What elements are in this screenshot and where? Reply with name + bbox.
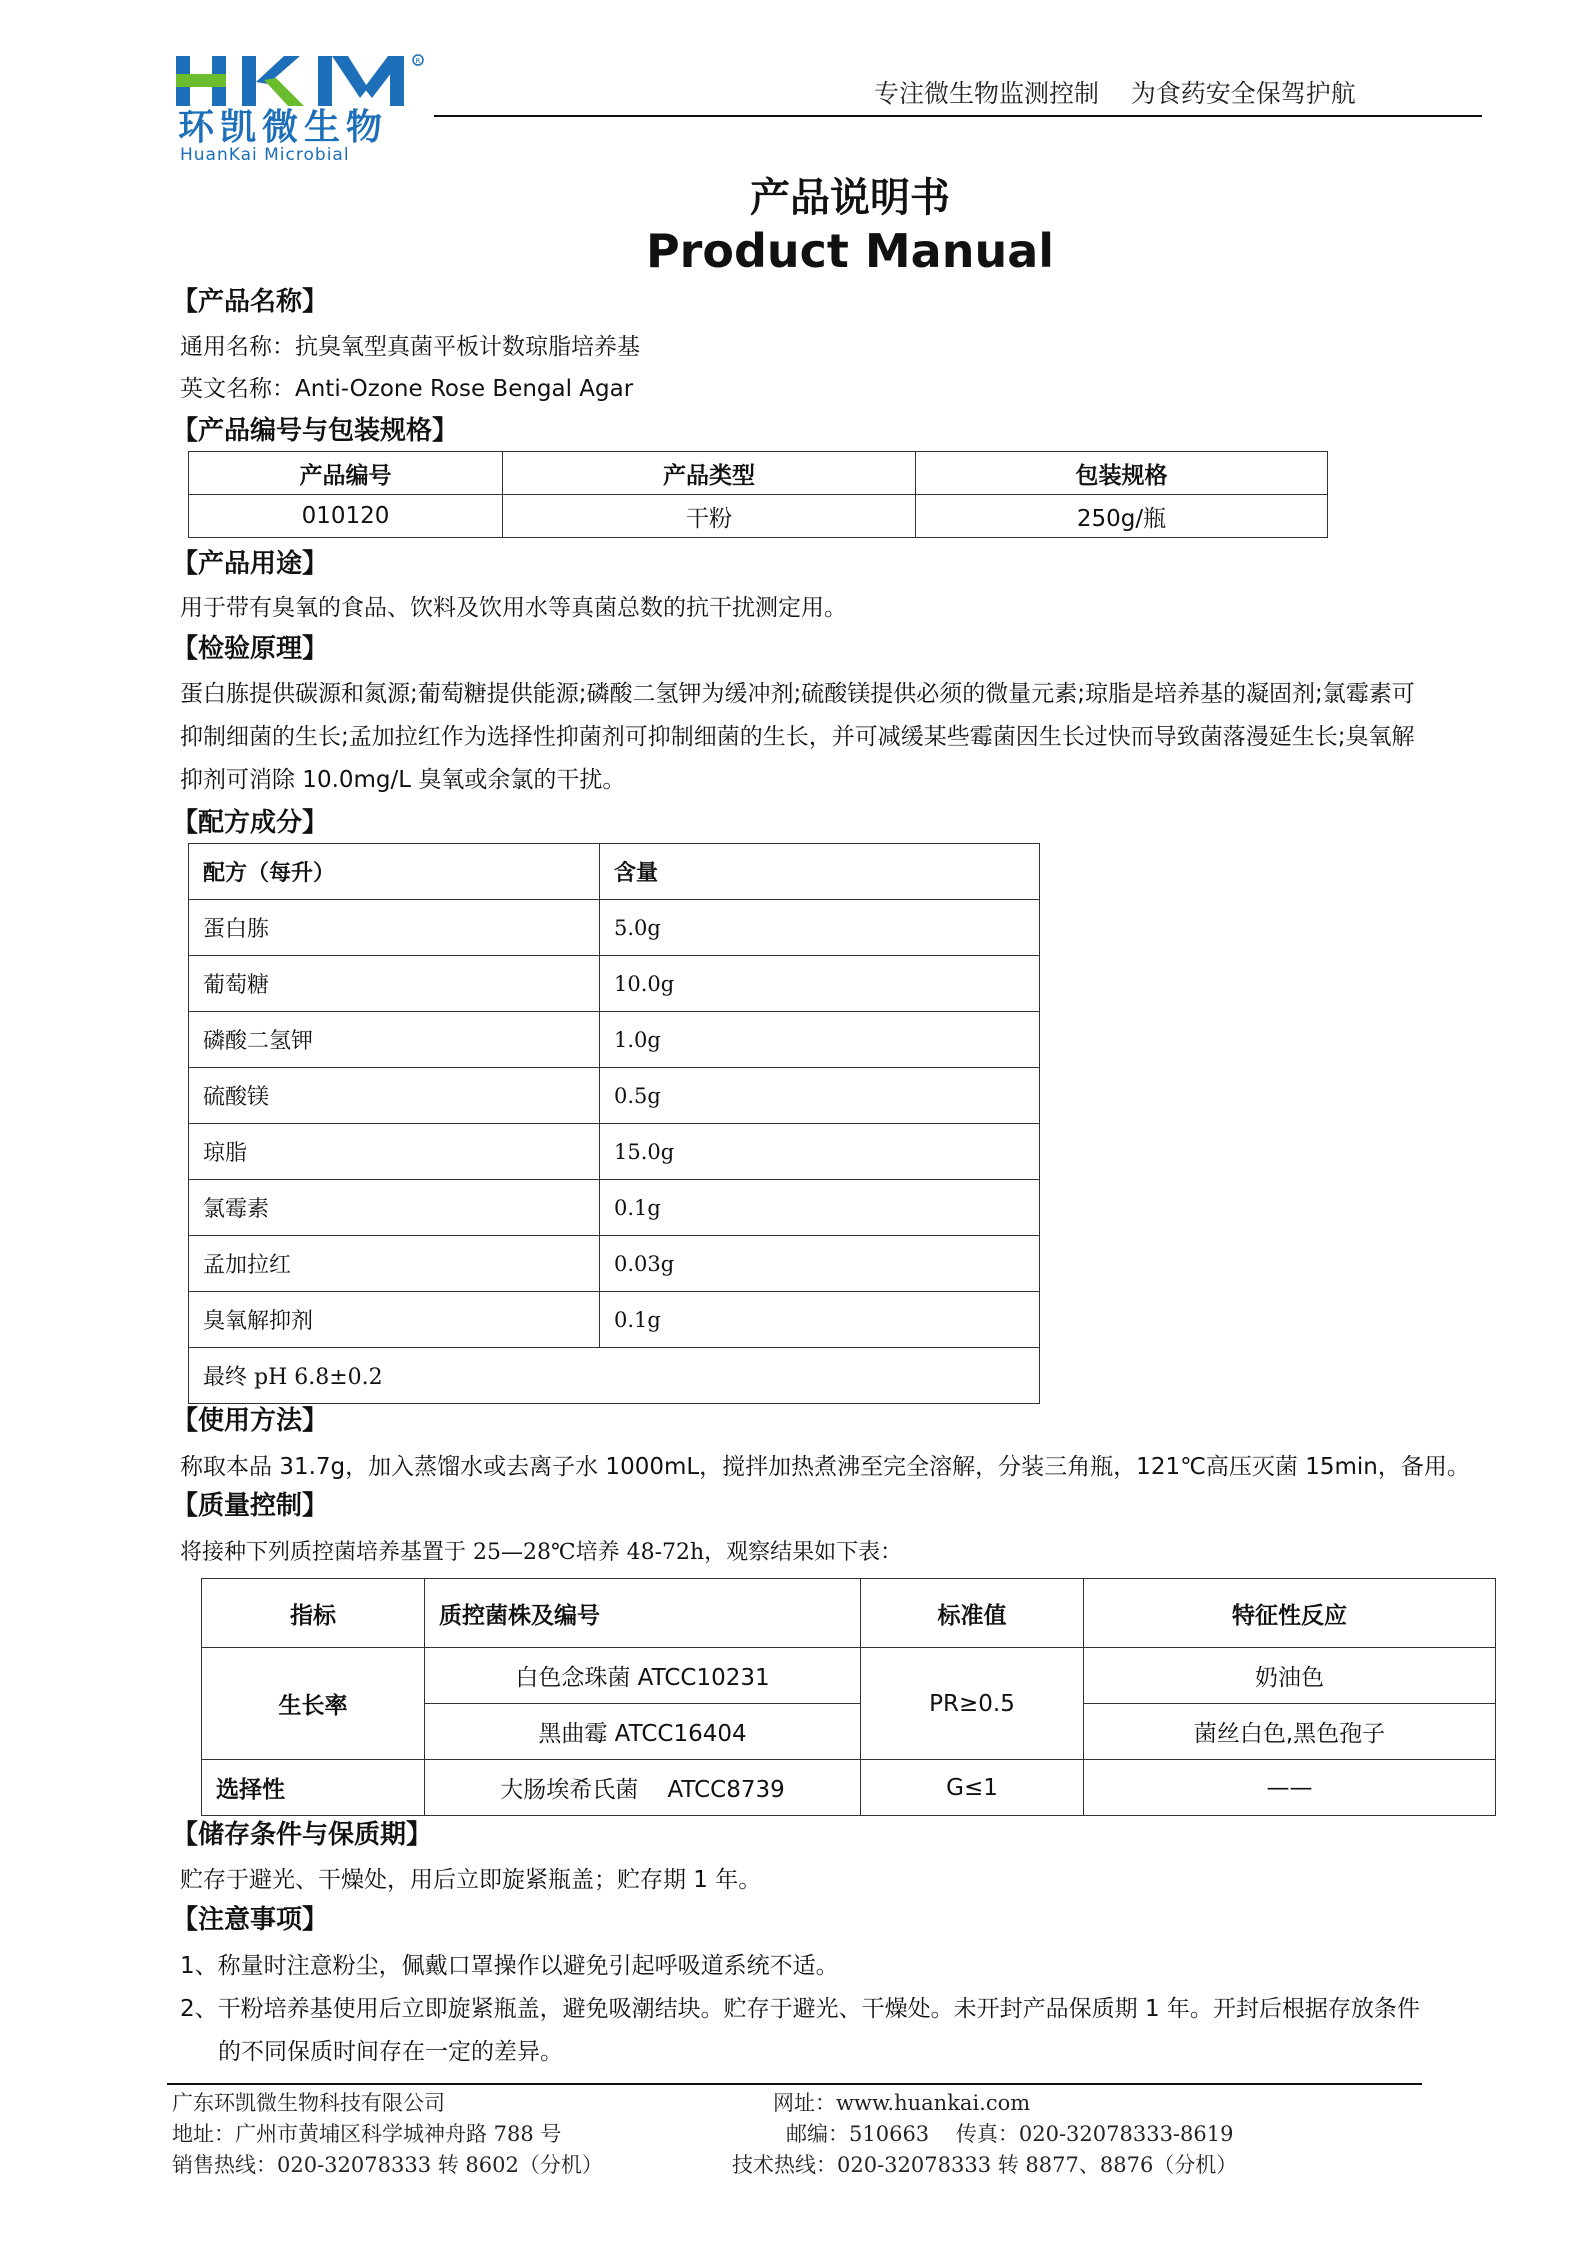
table-cell: 5.0g [600,900,1040,956]
table-cell: 奶油色 [1084,1648,1496,1704]
english-name: 英文名称：Anti-Ozone Rose Bengal Agar [180,376,634,402]
spec-table [188,451,1328,538]
logo-english-name: HuanKai Microbial [180,145,350,165]
table-row [189,1012,1040,1068]
header-slogan: 专注微生物监测控制 为食药安全保驾护航 [874,79,1356,108]
table-cell: 菌丝白色,黑色孢子 [1084,1704,1496,1760]
table-cell: G≤1 [861,1760,1084,1816]
section-heading-formula: 【配方成分】 [172,808,329,838]
formula-table [188,843,1040,1404]
growth-standard-cell: PR≥0.5 [861,1648,1084,1760]
table-header-row [189,452,1328,495]
section-heading-quality: 【质量控制】 [172,1491,329,1521]
table-cell: 010120 [189,495,503,538]
table-header-cell: 产品类型 [503,452,916,495]
quality-table [201,1578,1496,1816]
ph-cell: 最终 pH 6.8±0.2 [189,1348,1040,1404]
section-heading-storage: 【储存条件与保质期】 [172,1820,433,1850]
common-name: 通用名称：抗臭氧型真菌平板计数琼脂培养基 [180,334,640,360]
section-heading-principle: 【检验原理】 [172,634,329,664]
table-row [202,1760,1496,1816]
table-row [189,1292,1040,1348]
table-cell: 干粉 [503,495,916,538]
table-header-cell: 标准值 [861,1579,1084,1648]
section-heading-spec: 【产品编号与包装规格】 [172,416,459,446]
note-item-continuation: 的不同保质时间存在一定的差异。 [218,2039,563,2065]
table-cell: 臭氧解抑剂 [189,1292,600,1348]
logo-chinese-name: 环凯微生物 [178,107,389,148]
principle-line: 抑剂可消除 10.0mg/L 臭氧或余氯的干扰。 [180,767,626,793]
hkm-logo [172,52,428,108]
table-cell: 琼脂 [189,1124,600,1180]
table-cell: 0.5g [600,1068,1040,1124]
table-row [189,1180,1040,1236]
section-heading-product-name: 【产品名称】 [172,287,329,317]
table-row [202,1648,1496,1704]
table-header-cell: 质控菌株及编号 [425,1579,861,1648]
footer-company: 广东环凯微生物科技有限公司 [172,2091,445,2115]
table-header-row [189,844,1040,900]
note-item: 1、称量时注意粉尘，佩戴口罩操作以避免引起呼吸道系统不适。 [180,1953,839,1979]
table-header-row [202,1579,1496,1648]
section-heading-method: 【使用方法】 [172,1406,329,1436]
table-row [189,1068,1040,1124]
table-header-cell: 特征性反应 [1084,1579,1496,1648]
table-row [189,1348,1040,1404]
footer-postcode-fax: 邮编：510663 传真：020-32078333-8619 [786,2122,1234,2146]
table-header-cell: 指标 [202,1579,425,1648]
selectivity-label-cell: 选择性 [202,1760,425,1816]
table-header-cell: 包装规格 [916,452,1328,495]
header-divider [434,115,1482,117]
table-cell: 氯霉素 [189,1180,600,1236]
table-cell: 0.1g [600,1180,1040,1236]
table-cell: 葡萄糖 [189,956,600,1012]
footer-tech-hotline: 技术热线：020-32078333 转 8877、8876（分机） [732,2153,1238,2177]
table-cell: 大肠埃希氏菌 ATCC8739 [425,1760,861,1816]
storage-text: 贮存于避光、干燥处，用后立即旋紧瓶盖；贮存期 1 年。 [180,1867,762,1893]
table-cell: 硫酸镁 [189,1068,600,1124]
footer-website: 网址：www.huankai.com [773,2091,1031,2115]
table-cell: 磷酸二氢钾 [189,1012,600,1068]
table-row [189,495,1328,538]
section-heading-usage: 【产品用途】 [172,549,329,579]
note-item: 2、干粉培养基使用后立即旋紧瓶盖，避免吸潮结块。贮存于避光、干燥处。未开封产品保质期 1 年。开封后根据存放条件 [180,1996,1420,2022]
table-cell: 蛋白胨 [189,900,600,956]
table-row [189,1236,1040,1292]
footer-divider [167,2083,1422,2085]
table-cell: 15.0g [600,1124,1040,1180]
section-heading-notes: 【注意事项】 [172,1905,329,1935]
table-row [189,900,1040,956]
usage-text: 用于带有臭氧的食品、饮料及饮用水等真菌总数的抗干扰测定用。 [180,595,847,621]
table-row [189,956,1040,1012]
table-cell: 白色念珠菌 ATCC10231 [425,1648,861,1704]
method-text: 称取本品 31.7g，加入蒸馏水或去离子水 1000mL，搅拌加热煮沸至完全溶解，分装三角瓶，121℃高压灭菌 15min，备用。 [180,1454,1470,1480]
footer-address: 地址：广州市黄埔区科学城神舟路 788 号 [172,2122,562,2146]
table-cell: 10.0g [600,956,1040,1012]
table-cell: 黑曲霉 ATCC16404 [425,1704,861,1760]
table-header-cell: 配方（每升） [189,844,600,900]
growth-label-cell: 生长率 [202,1648,425,1760]
footer-sales-hotline: 销售热线：020-32078333 转 8602（分机） [172,2153,603,2177]
title-chinese: 产品说明书 [750,175,950,221]
table-cell: —— [1084,1760,1496,1816]
table-cell: 1.0g [600,1012,1040,1068]
table-cell: 孟加拉红 [189,1236,600,1292]
quality-intro: 将接种下列质控菌培养基置于 25—28℃培养 48-72h，观察结果如下表： [180,1540,903,1565]
title-english: Product Manual [645,224,1055,278]
table-row [189,1124,1040,1180]
svg-text:R: R [415,57,421,65]
principle-line: 蛋白胨提供碳源和氮源;葡萄糖提供能源;磷酸二氢钾为缓冲剂;硫酸镁提供必须的微量元素;琼脂是培养基的凝固剂;氯霉素可 [180,681,1415,707]
table-header-cell: 含量 [600,844,1040,900]
table-header-cell: 产品编号 [189,452,503,495]
table-cell: 0.03g [600,1236,1040,1292]
table-cell: 250g/瓶 [916,495,1328,538]
principle-line: 抑制细菌的生长;孟加拉红作为选择性抑菌剂可抑制细菌的生长，并可减缓某些霉菌因生长过快而导致菌落漫延生长;臭氧解 [180,724,1415,750]
table-cell: 0.1g [600,1292,1040,1348]
